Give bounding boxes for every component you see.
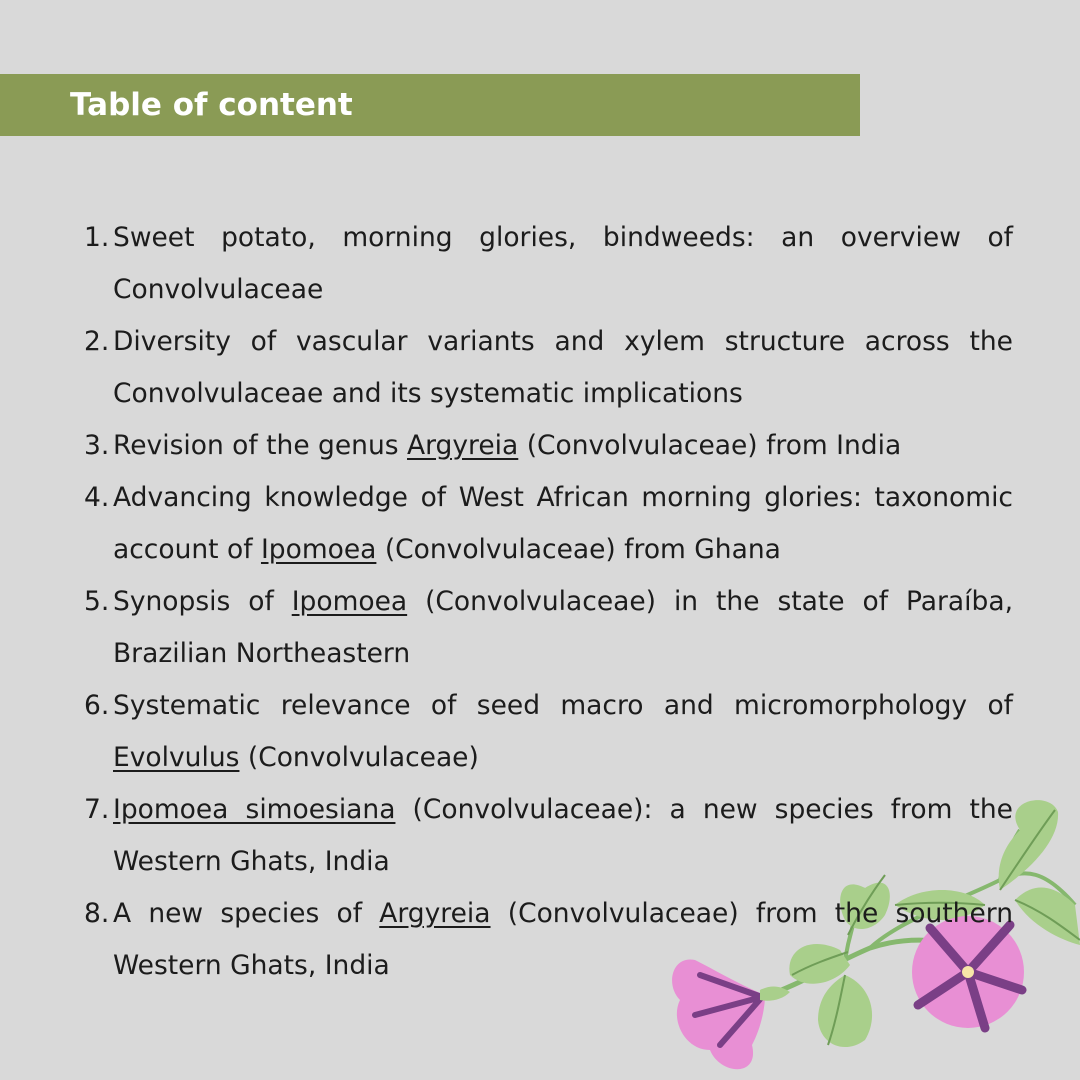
toc-item-text: Revision of the genus <box>113 430 407 461</box>
toc-item-text: (Convolvulaceae) in the state of Paraíba, Brazilian Northeastern <box>113 586 1013 669</box>
toc-item-genus-name: Argyreia <box>379 898 491 929</box>
toc-item-text: Synopsis of <box>113 586 292 617</box>
toc-item <box>84 576 1013 680</box>
toc-item-number: 7. <box>84 794 110 825</box>
page-title: Table of content <box>70 87 353 123</box>
toc-item-text: Diversity of vascular variants and xylem structure across the Convolvulaceae and its systematic implications <box>113 326 1013 409</box>
toc-item <box>84 888 1013 992</box>
toc-item-number: 8. <box>84 898 110 929</box>
toc-item-title <box>113 212 1013 316</box>
toc-item-text: (Convolvulaceae) from the southern Western Ghats, India <box>113 898 1013 981</box>
toc-item-genus-name: Ipomoea <box>291 586 408 617</box>
toc-item-title <box>113 680 1013 784</box>
toc-item <box>84 316 1013 420</box>
toc-item-number: 6. <box>84 690 110 721</box>
toc-item-title <box>113 888 1013 992</box>
toc-item-text: Advancing knowledge of West African morning glories: taxonomic account of <box>113 482 1013 565</box>
toc-item-title <box>113 472 1013 576</box>
toc-item-genus-name: Argyreia <box>407 430 519 461</box>
toc-item-text: (Convolvulaceae) <box>239 742 479 773</box>
toc-item-text: (Convolvulaceae): a new species from the Western Ghats, India <box>113 794 1013 877</box>
toc-item-text: Sweet potato, morning glories, bindweeds: an overview of Convolvulaceae <box>113 222 1013 305</box>
toc-item-text: Systematic relevance of seed macro and micromorphology of <box>113 690 1013 721</box>
header-band <box>0 74 860 136</box>
toc-item-number: 2. <box>84 326 110 357</box>
toc-item-title <box>113 420 1013 472</box>
toc-item-number: 1. <box>84 222 110 253</box>
toc-item-number: 4. <box>84 482 110 513</box>
toc-item <box>84 472 1013 576</box>
toc-item-number: 3. <box>84 430 110 461</box>
toc-item <box>84 420 1013 472</box>
toc-item-text: (Convolvulaceae) from Ghana <box>376 534 781 565</box>
toc-item <box>84 212 1013 316</box>
toc-item-number: 5. <box>84 586 110 617</box>
toc-item-genus-name: Ipomoea simoesiana <box>113 794 396 825</box>
toc-item-text: A new species of <box>113 898 380 929</box>
toc-item-title <box>113 576 1013 680</box>
toc-item-title <box>113 784 1013 888</box>
toc-item-genus-name: Evolvulus <box>113 742 240 773</box>
leaf-icon <box>1015 888 1080 946</box>
toc-item-title <box>113 316 1013 420</box>
toc-item-text: (Convolvulaceae) from India <box>518 430 902 461</box>
toc-item <box>84 680 1013 784</box>
toc-item <box>84 784 1013 888</box>
toc-item-genus-name: Ipomoea <box>260 534 377 565</box>
table-of-contents <box>84 212 1013 992</box>
